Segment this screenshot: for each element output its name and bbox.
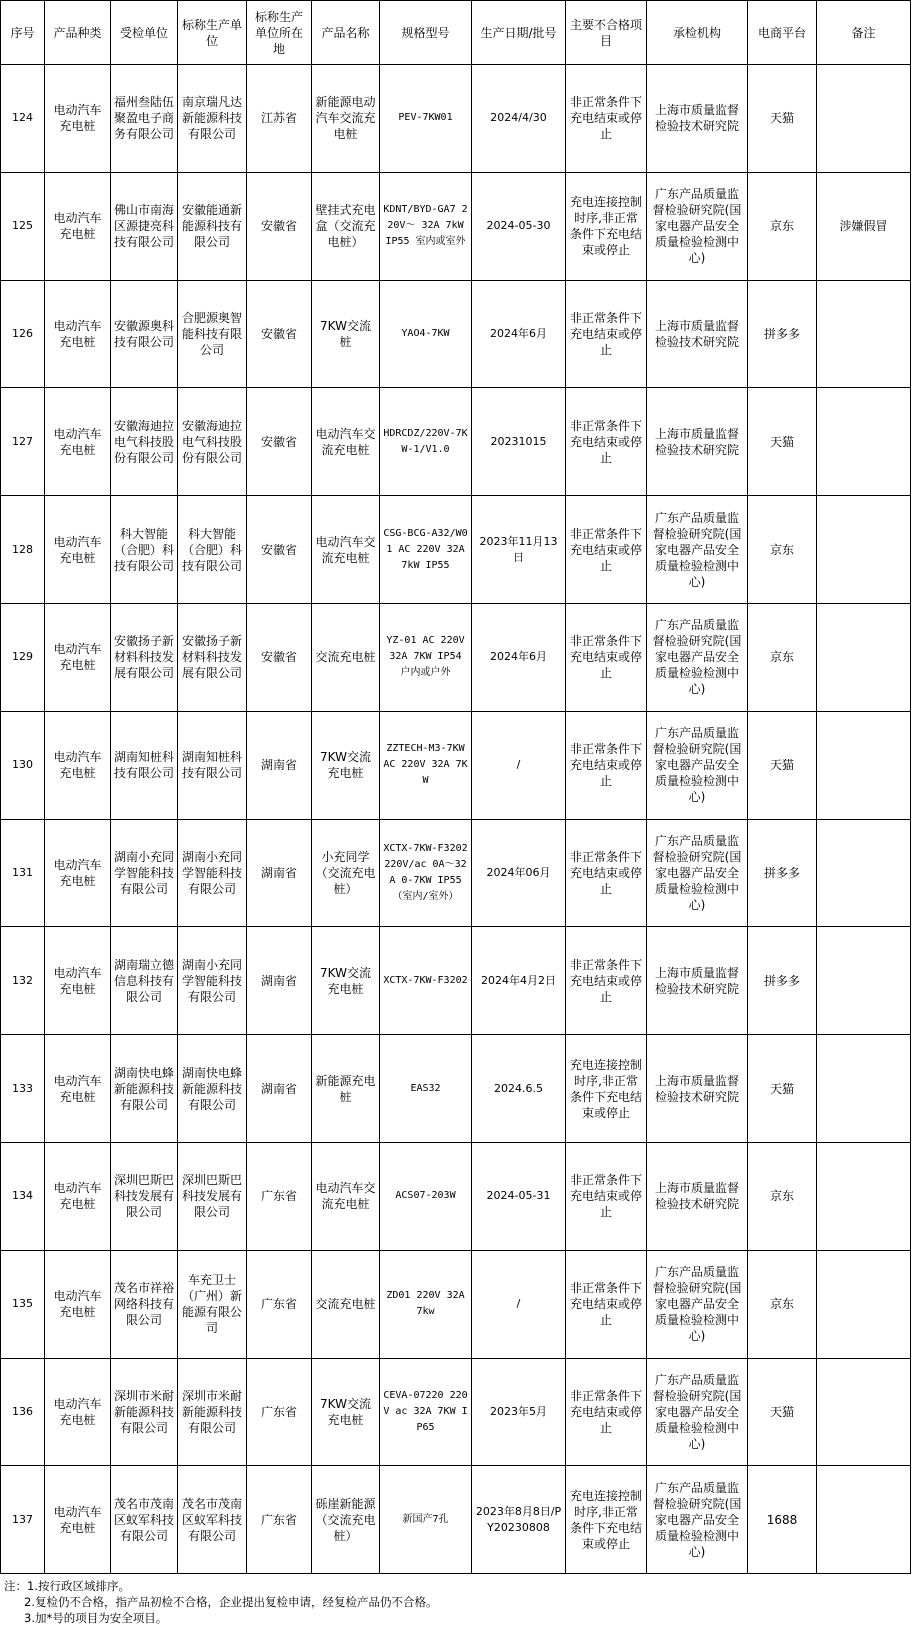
header-model: 规格型号 [380,1,472,65]
cell-serial: 130 [1,711,45,819]
notes [4,1578,437,1626]
cell-inspected-unit: 湖南瑞立德信息科技有限公司 [111,927,178,1035]
cell-date-batch: 2024年4月2日 [472,927,566,1035]
cell-location: 湖南省 [247,1035,312,1143]
cell-remarks [817,603,911,711]
cell-remarks: 涉嫌假冒 [817,172,911,280]
cell-model: ACS07-203W [380,1142,472,1250]
cell-model: ZZTECH-M3-7KW AC 220V 32A 7KW [380,711,472,819]
cell-location: 广东省 [247,1358,312,1466]
cell-model: HDRCDZ/220V-7KW-1/V1.0 [380,388,472,496]
table-row [1,1466,911,1574]
cell-serial: 134 [1,1142,45,1250]
cell-model: YZ-01 AC 220V 32A 7KW IP54 户内或户外 [380,603,472,711]
cell-inspected-unit: 安徽源奥科技有限公司 [111,280,178,388]
cell-location: 湖南省 [247,711,312,819]
cell-inspected-unit: 湖南快电蜂新能源科技有限公司 [111,1035,178,1143]
cell-date-batch: 2023年11月13日 [472,496,566,604]
table-row [1,603,911,711]
cell-location: 湖南省 [247,927,312,1035]
cell-remarks [817,1250,911,1358]
table-row [1,711,911,819]
cell-category: 电动汽车充电桩 [45,1466,111,1574]
note-line-1: 注：1.按行政区域排序。 [4,1579,130,1593]
cell-lab: 广东产品质量监督检验研究院(国家电器产品安全质量检验检测中心) [647,1358,748,1466]
cell-failed-items: 非正常条件下充电结束或停止 [566,819,647,927]
cell-remarks [817,1035,911,1143]
note-line-2: 2.复检仍不合格，指产品初检不合格，企业提出复检申请，经复检产品仍不合格。 [24,1595,438,1609]
table-row [1,927,911,1035]
cell-product-name: 7KW交流桩 [312,280,380,388]
cell-product-name: 电动汽车交流充电桩 [312,388,380,496]
cell-lab: 广东产品质量监督检验研究院(国家电器产品安全质量检验检测中心) [647,603,748,711]
cell-serial: 136 [1,1358,45,1466]
cell-category: 电动汽车充电桩 [45,1035,111,1143]
cell-platform: 拼多多 [748,819,817,927]
cell-model: YAO4-7KW [380,280,472,388]
cell-product-name: 新能源充电桩 [312,1035,380,1143]
cell-lab: 上海市质量监督检验技术研究院 [647,388,748,496]
cell-date-batch: 2024-05-30 [472,172,566,280]
cell-manufacturer: 深圳巴斯巴科技发展有限公司 [178,1142,247,1250]
cell-category: 电动汽车充电桩 [45,1358,111,1466]
table-row [1,1035,911,1143]
cell-manufacturer: 安徽扬子新材料科技发展有限公司 [178,603,247,711]
cell-category: 电动汽车充电桩 [45,496,111,604]
cell-lab: 广东产品质量监督检验研究院(国家电器产品安全质量检验检测中心) [647,1250,748,1358]
cell-location: 广东省 [247,1142,312,1250]
cell-failed-items: 充电连接控制时序,非正常条件下充电结束或停止 [566,1466,647,1574]
cell-serial: 128 [1,496,45,604]
cell-location: 安徽省 [247,280,312,388]
cell-failed-items: 非正常条件下充电结束或停止 [566,1250,647,1358]
cell-lab: 广东产品质量监督检验研究院(国家电器产品安全质量检验检测中心) [647,496,748,604]
cell-serial: 132 [1,927,45,1035]
cell-category: 电动汽车充电桩 [45,927,111,1035]
cell-model: CEVA-07220 220V ac 32A 7KW IP65 [380,1358,472,1466]
cell-model: PEV-7KW01 [380,65,472,173]
header-location: 标称生产单位所在地 [247,1,312,65]
cell-manufacturer: 科大智能（合肥）科技有限公司 [178,496,247,604]
cell-platform: 天猫 [748,1358,817,1466]
header-product-name: 产品名称 [312,1,380,65]
cell-failed-items: 非正常条件下充电结束或停止 [566,496,647,604]
cell-date-batch: 2023年5月 [472,1358,566,1466]
cell-category: 电动汽车充电桩 [45,280,111,388]
cell-inspected-unit: 茂名市茂南区蚁军科技有限公司 [111,1466,178,1574]
cell-serial: 125 [1,172,45,280]
cell-serial: 137 [1,1466,45,1574]
cell-model: KDNT/BYD-GA7 220V～ 32A 7kW IP55 室内或室外 [380,172,472,280]
cell-manufacturer: 深圳市米耐新能源科技有限公司 [178,1358,247,1466]
cell-remarks [817,496,911,604]
cell-remarks [817,388,911,496]
cell-platform: 京东 [748,1142,817,1250]
cell-lab: 上海市质量监督检验技术研究院 [647,1142,748,1250]
header-category: 产品种类 [45,1,111,65]
note-line-3: 3.加*号的项目为安全项目。 [24,1611,168,1625]
cell-date-batch: 2024.6.5 [472,1035,566,1143]
cell-category: 电动汽车充电桩 [45,603,111,711]
cell-date-batch: 2024年06月 [472,819,566,927]
cell-lab: 上海市质量监督检验技术研究院 [647,65,748,173]
cell-category: 电动汽车充电桩 [45,65,111,173]
table-row [1,280,911,388]
cell-platform: 京东 [748,1250,817,1358]
cell-inspected-unit: 深圳市米耐新能源科技有限公司 [111,1358,178,1466]
cell-platform: 拼多多 [748,280,817,388]
cell-lab: 广东产品质量监督检验研究院(国家电器产品安全质量检验检测中心) [647,711,748,819]
cell-category: 电动汽车充电桩 [45,1142,111,1250]
cell-lab: 广东产品质量监督检验研究院(国家电器产品安全质量检验检测中心) [647,1466,748,1574]
table-row [1,65,911,173]
header-failed-items: 主要不合格项目 [566,1,647,65]
cell-platform: 天猫 [748,1035,817,1143]
cell-inspected-unit: 福州叁陆伍聚盈电子商务有限公司 [111,65,178,173]
cell-category: 电动汽车充电桩 [45,819,111,927]
cell-manufacturer: 车充卫士（广州）新能源有限公司 [178,1250,247,1358]
cell-location: 安徽省 [247,388,312,496]
table-row [1,496,911,604]
cell-date-batch: 2024-05-31 [472,1142,566,1250]
cell-failed-items: 非正常条件下充电结束或停止 [566,388,647,496]
cell-failed-items: 非正常条件下充电结束或停止 [566,927,647,1035]
cell-inspected-unit: 湖南知桩科技有限公司 [111,711,178,819]
cell-location: 安徽省 [247,496,312,604]
cell-manufacturer: 合肥源奥智能科技有限公司 [178,280,247,388]
cell-location: 广东省 [247,1466,312,1574]
cell-remarks [817,819,911,927]
cell-date-batch: / [472,1250,566,1358]
cell-manufacturer: 湖南小充同学智能科技有限公司 [178,819,247,927]
cell-model: EAS32 [380,1035,472,1143]
cell-platform: 拼多多 [748,927,817,1035]
table-row [1,1358,911,1466]
cell-product-name: 砾崖新能源（交流充电桩） [312,1466,380,1574]
cell-lab: 上海市质量监督检验技术研究院 [647,927,748,1035]
cell-platform: 京东 [748,603,817,711]
cell-date-batch: / [472,711,566,819]
cell-date-batch: 2024年6月 [472,280,566,388]
cell-date-batch: 2023年8月8日/PY20230808 [472,1466,566,1574]
cell-date-batch: 2024/4/30 [472,65,566,173]
cell-model: 新国产7孔 [380,1466,472,1574]
table-row [1,819,911,927]
cell-manufacturer: 南京瑞凡达新能源科技有限公司 [178,65,247,173]
cell-remarks [817,711,911,819]
cell-inspected-unit: 安徽海迪拉电气科技股份有限公司 [111,388,178,496]
cell-platform: 京东 [748,496,817,604]
cell-location: 江苏省 [247,65,312,173]
cell-remarks [817,927,911,1035]
cell-failed-items: 非正常条件下充电结束或停止 [566,1358,647,1466]
cell-lab: 广东产品质量监督检验研究院(国家电器产品安全质量检验检测中心) [647,819,748,927]
cell-serial: 133 [1,1035,45,1143]
cell-failed-items: 充电连接控制时序,非正常条件下充电结束或停止 [566,172,647,280]
cell-failed-items: 非正常条件下充电结束或停止 [566,65,647,173]
cell-remarks [817,1466,911,1574]
cell-model: ZD01 220V 32A 7kw [380,1250,472,1358]
cell-serial: 127 [1,388,45,496]
cell-remarks [817,1358,911,1466]
cell-serial: 126 [1,280,45,388]
cell-product-name: 交流充电桩 [312,1250,380,1358]
cell-remarks [817,1142,911,1250]
cell-serial: 135 [1,1250,45,1358]
header-date-batch: 生产日期/批号 [472,1,566,65]
cell-product-name: 壁挂式充电盒（交流充电桩） [312,172,380,280]
cell-product-name: 电动汽车交流充电桩 [312,1142,380,1250]
cell-manufacturer: 安徽能通新能源科技有限公司 [178,172,247,280]
cell-manufacturer: 湖南知桩科技有限公司 [178,711,247,819]
cell-manufacturer: 茂名市茂南区蚁军科技有限公司 [178,1466,247,1574]
cell-platform: 天猫 [748,711,817,819]
table-row [1,1250,911,1358]
cell-category: 电动汽车充电桩 [45,172,111,280]
cell-platform: 1688 [748,1466,817,1574]
cell-location: 湖南省 [247,819,312,927]
cell-remarks [817,280,911,388]
cell-remarks [817,65,911,173]
cell-failed-items: 非正常条件下充电结束或停止 [566,1142,647,1250]
header-remarks: 备注 [817,1,911,65]
cell-model: XCTX-7KW-F3202 220V/ac 0A～32A 0-7KW IP55（室内/室外） [380,819,472,927]
cell-date-batch: 20231015 [472,388,566,496]
cell-inspected-unit: 深圳巴斯巴科技发展有限公司 [111,1142,178,1250]
cell-failed-items: 非正常条件下充电结束或停止 [566,280,647,388]
table-row [1,172,911,280]
header-platform: 电商平台 [748,1,817,65]
cell-inspected-unit: 湖南小充同学智能科技有限公司 [111,819,178,927]
cell-platform: 天猫 [748,388,817,496]
cell-category: 电动汽车充电桩 [45,711,111,819]
cell-model: XCTX-7KW-F3202 [380,927,472,1035]
cell-serial: 124 [1,65,45,173]
cell-location: 广东省 [247,1250,312,1358]
header-lab: 承检机构 [647,1,748,65]
cell-failed-items: 非正常条件下充电结束或停止 [566,603,647,711]
note-prefix: 注： [4,1579,27,1593]
cell-inspected-unit: 科大智能（合肥）科技有限公司 [111,496,178,604]
cell-lab: 上海市质量监督检验技术研究院 [647,280,748,388]
table-row [1,388,911,496]
header-inspected-unit: 受检单位 [111,1,178,65]
cell-inspected-unit: 佛山市南海区源捷亮科技有限公司 [111,172,178,280]
cell-serial: 129 [1,603,45,711]
cell-product-name: 7KW交流充电桩 [312,927,380,1035]
cell-date-batch: 2024年6月 [472,603,566,711]
cell-manufacturer: 安徽海迪拉电气科技股份有限公司 [178,388,247,496]
header-manufacturer: 标称生产单位 [178,1,247,65]
cell-location: 安徽省 [247,172,312,280]
cell-manufacturer: 湖南小充同学智能科技有限公司 [178,927,247,1035]
cell-inspected-unit: 茂名市祥裕网络科技有限公司 [111,1250,178,1358]
cell-manufacturer: 湖南快电蜂新能源科技有限公司 [178,1035,247,1143]
cell-product-name: 电动汽车交流充电桩 [312,496,380,604]
cell-product-name: 交流充电桩 [312,603,380,711]
cell-product-name: 小充同学（交流充电桩） [312,819,380,927]
cell-failed-items: 非正常条件下充电结束或停止 [566,711,647,819]
cell-category: 电动汽车充电桩 [45,1250,111,1358]
cell-platform: 天猫 [748,65,817,173]
header-row [1,1,911,65]
cell-model: CSG-BCG-A32/W01 AC 220V 32A 7kW IP55 [380,496,472,604]
cell-category: 电动汽车充电桩 [45,388,111,496]
cell-inspected-unit: 安徽扬子新材料科技发展有限公司 [111,603,178,711]
cell-serial: 131 [1,819,45,927]
cell-lab: 上海市质量监督检验技术研究院 [647,1035,748,1143]
cell-lab: 广东产品质量监督检验研究院(国家电器产品安全质量检验检测中心) [647,172,748,280]
cell-location: 安徽省 [247,603,312,711]
cell-failed-items: 充电连接控制时序,非正常条件下充电结束或停止 [566,1035,647,1143]
cell-platform: 京东 [748,172,817,280]
header-serial: 序号 [1,1,45,65]
cell-product-name: 7KW交流充电桩 [312,1358,380,1466]
cell-product-name: 7KW交流充电桩 [312,711,380,819]
cell-product-name: 新能源电动汽车交流充电桩 [312,65,380,173]
table-row [1,1142,911,1250]
